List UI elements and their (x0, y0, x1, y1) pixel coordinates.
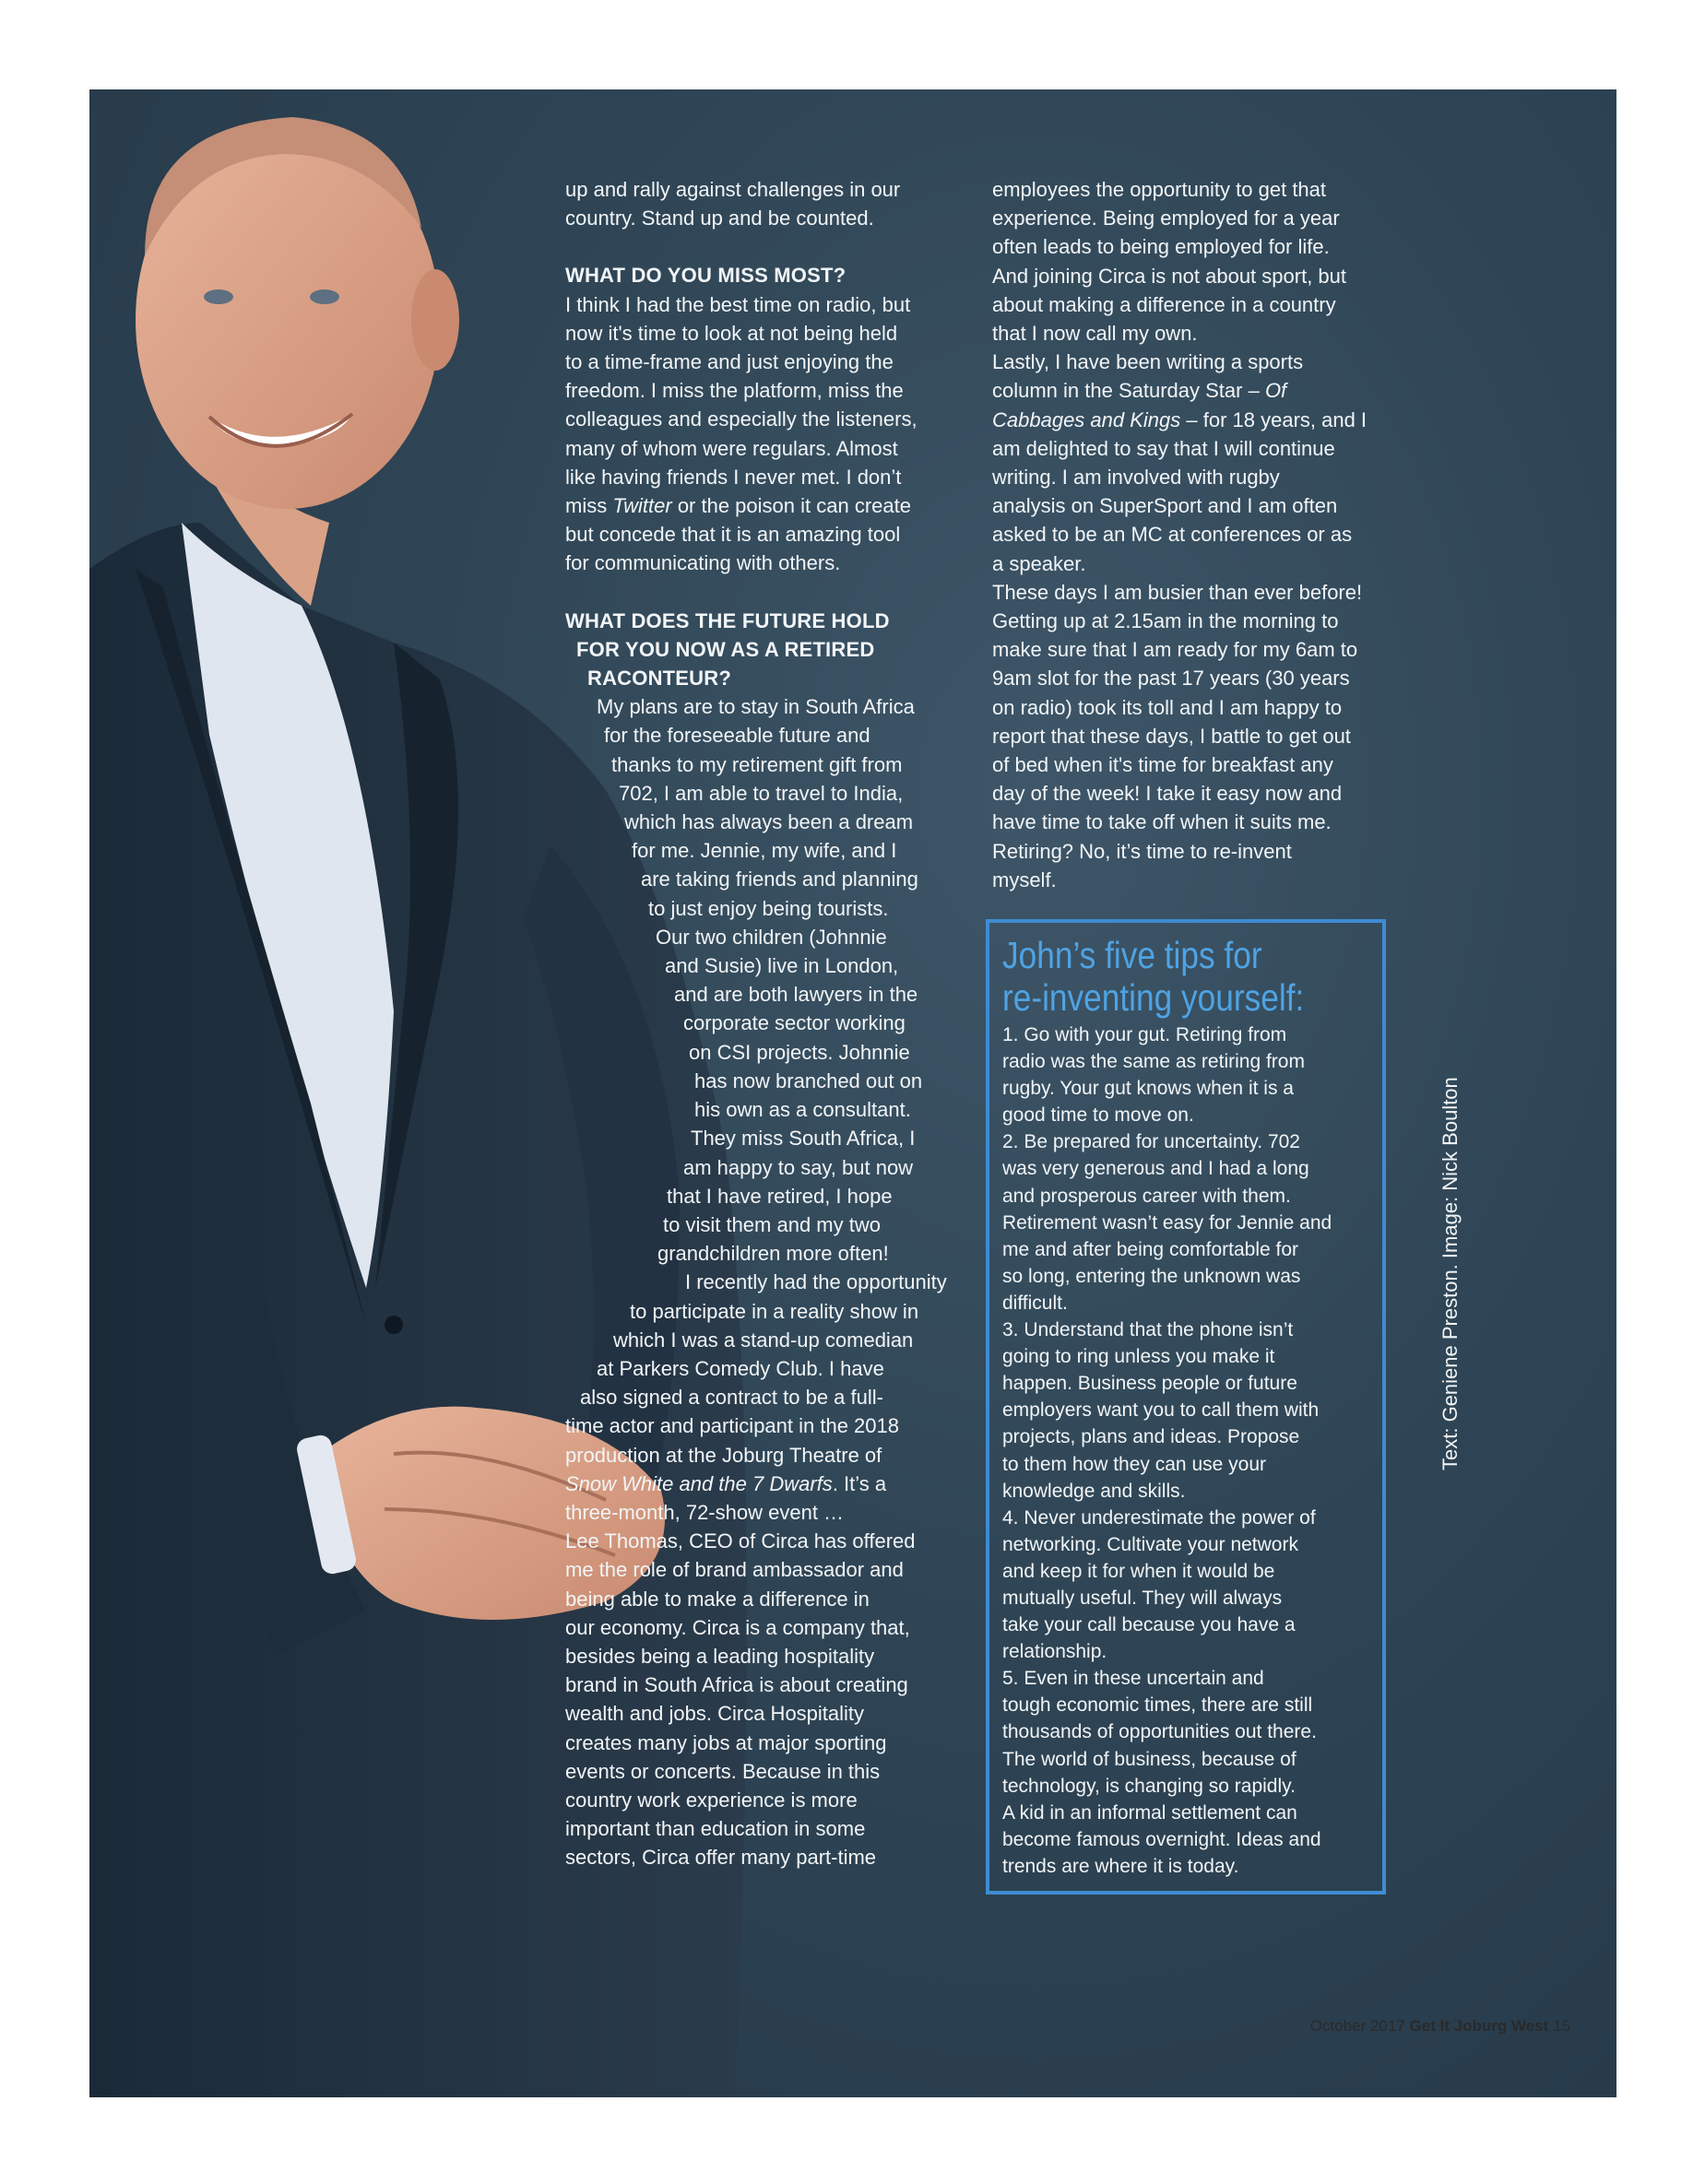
article-line: his own as a consultant. (694, 1098, 911, 1122)
article-line: analysis on SuperSport and I am often (992, 494, 1338, 518)
folio-page-number: 15 (1553, 2017, 1570, 2035)
article-line: also signed a contract to be a full- (580, 1386, 883, 1410)
tip-line: thousands of opportunities out there. (1002, 1721, 1317, 1743)
article-line: writing. I am involved with rugby (992, 466, 1280, 490)
tip-line: going to ring unless you make it (1002, 1346, 1275, 1368)
tip-line: take your call because you have a (1002, 1614, 1296, 1636)
article-line: which I was a stand-up comedian (613, 1328, 914, 1352)
tip-line: A kid in an informal settlement can (1002, 1801, 1297, 1824)
tip-line: networking. Cultivate your network (1002, 1533, 1298, 1555)
folio-date: October 2017 (1309, 2017, 1405, 2035)
article-line: to visit them and my two (663, 1212, 881, 1236)
article-line: and Susie) live in London, (665, 954, 899, 978)
article-line: time actor and participant in the 2018 (565, 1414, 900, 1438)
article-text: or the poison it can create (671, 494, 911, 518)
article-line: Getting up at 2.15am in the morning to (992, 609, 1339, 633)
article-line: now it's time to look at not being held (565, 321, 898, 345)
tip-line: 4. Never underestimate the power of (1002, 1506, 1316, 1529)
tips-title (1002, 934, 1304, 1019)
article-line: production at the Joburg Theatre of (565, 1443, 882, 1467)
tip-line: 5. Even in these uncertain and (1002, 1668, 1264, 1690)
article-line: asked to be an MC at conferences or as (992, 523, 1353, 547)
article-italic-text: Of (1264, 379, 1287, 403)
article-line: country. Stand up and be counted. (565, 207, 874, 230)
article-line (565, 491, 947, 520)
article-line: about making a difference in a country (992, 292, 1336, 316)
article-line: events or concerts. Because in this (565, 1759, 881, 1783)
article-line: Our two children (Johnnie (656, 925, 887, 949)
article-line: Retiring? No, it’s time to re-invent (992, 839, 1292, 863)
article-line: for me. Jennie, my wife, and I (632, 839, 897, 863)
article-line: corporate sector working (683, 1011, 906, 1035)
article-text: – for 18 years, and I (1180, 407, 1368, 431)
article-line: colleagues and especially the listeners, (565, 407, 918, 431)
article-line: sectors, Circa offer many part-time (565, 1846, 877, 1870)
article-heading-line: RACONTEUR? (587, 667, 731, 691)
article-line (992, 376, 1367, 405)
tip-line: become famous overnight. Ideas and (1002, 1828, 1321, 1850)
tip-line: tough economic times, there are still (1002, 1694, 1313, 1717)
tip-line: and prosperous career with them. (1002, 1185, 1291, 1207)
tip-line: employers want you to call them with (1002, 1399, 1320, 1422)
article-line: often leads to being employed for life. (992, 235, 1330, 259)
article-line: employees the opportunity to get that (992, 178, 1327, 201)
tip-line: Retirement wasn’t easy for Jennie and (1002, 1211, 1332, 1234)
article-line: to just enjoy being tourists. (648, 896, 889, 920)
tip-line: me and after being comfortable for (1002, 1238, 1299, 1260)
article-line: are taking friends and planning (641, 868, 918, 891)
tip-line: 1. Go with your gut. Retiring from (1002, 1024, 1287, 1045)
tips-list (1002, 1021, 1332, 1880)
article-line: Lee Thomas, CEO of Circa has offered (565, 1529, 916, 1553)
article-line: our economy. Circa is a company that, (565, 1615, 910, 1639)
article-line: country work experience is more (565, 1788, 858, 1812)
article-line: on radio) took its toll and I am happy to (992, 695, 1343, 719)
tip-line: knowledge and skills. (1002, 1480, 1186, 1502)
article-text: miss (565, 494, 613, 518)
article-line: and are both lawyers in the (674, 983, 918, 1007)
tip-line: The world of business, because of (1002, 1748, 1297, 1770)
tip-line: trends are where it is today. (1002, 1855, 1239, 1877)
article-line: My plans are to stay in South Africa (597, 695, 915, 719)
article-column-middle (565, 175, 947, 1872)
article-line: but concede that it is an amazing tool (565, 523, 901, 547)
tip-line: was very generous and I had a long (1002, 1158, 1309, 1180)
article-heading-line: FOR YOU NOW AS A RETIRED (576, 637, 875, 661)
article-line: important than education in some (565, 1817, 866, 1841)
article-line (992, 406, 1367, 434)
article-line: to participate in a reality show in (630, 1299, 919, 1323)
article-line: like having friends I never met. I don’t (565, 465, 902, 489)
article-line: And joining Circa is not about sport, but (992, 264, 1347, 288)
article-line: for communicating with others. (565, 551, 841, 575)
article-line: that I now call my own. (992, 322, 1198, 346)
article-line: up and rally against challenges in our (565, 178, 901, 201)
tip-line: 2. Be prepared for uncertainty. 702 (1002, 1131, 1300, 1153)
article-line: I think I had the best time on radio, but (565, 292, 911, 316)
article-line: wealth and jobs. Circa Hospitality (565, 1702, 865, 1726)
article-line: on CSI projects. Johnnie (689, 1040, 910, 1064)
article-line: three-month, 72-show event … (565, 1500, 845, 1524)
article-line: 9am slot for the past 17 years (30 years (992, 667, 1350, 691)
article-line: Lastly, I have been writing a sports (992, 350, 1304, 374)
article-line: brand in South Africa is about creating (565, 1673, 908, 1697)
tip-line: happen. Business people or future (1002, 1373, 1297, 1395)
tip-line: to them how they can use your (1002, 1453, 1266, 1475)
tip-line: so long, entering the unknown was (1002, 1265, 1301, 1287)
article-line: 702, I am able to travel to India, (619, 781, 904, 805)
page-folio (1310, 2017, 1570, 2036)
tip-line: relationship. (1002, 1641, 1107, 1663)
article-heading-line: WHAT DOES THE FUTURE HOLD (565, 608, 890, 632)
tip-line: technology, is changing so rapidly. (1002, 1775, 1296, 1797)
tip-line: difficult. (1002, 1292, 1068, 1314)
article-line: have time to take off when it suits me. (992, 810, 1332, 834)
paragraph-gap (565, 232, 947, 261)
article-line: for the foreseeable future and (604, 724, 870, 748)
tips-title-line: John’s five tips for (1002, 934, 1262, 976)
article-line: These days I am busier than ever before! (992, 580, 1363, 604)
article-line: report that these days, I battle to get out (992, 724, 1351, 748)
tip-line: rugby. Your gut knows when it is a (1002, 1078, 1294, 1100)
folio-publication: Get It Joburg West (1409, 2017, 1549, 2035)
article-line: am delighted to say that I will continue (992, 436, 1335, 460)
article-line: that I have retired, I hope (667, 1184, 893, 1208)
article-line: They miss South Africa, I (691, 1127, 916, 1151)
article-line: me the role of brand ambassador and (565, 1558, 904, 1582)
article-line (565, 1470, 947, 1498)
article-text: column in the Saturday Star – (992, 379, 1265, 403)
article-line: has now branched out on (694, 1068, 923, 1092)
article-line: day of the week! I take it easy now and (992, 782, 1343, 806)
tip-line: good time to move on. (1002, 1104, 1194, 1127)
article-line: to a time-frame and just enjoying the (565, 350, 894, 374)
article-italic-text: Snow White and the 7 Dwarfs (565, 1471, 833, 1495)
article-line: I recently had the opportunity (685, 1270, 947, 1294)
article-line: freedom. I miss the platform, miss the (565, 379, 904, 403)
article-line: besides being a leading hospitality (565, 1644, 875, 1668)
tip-line: and keep it for when it would be (1002, 1560, 1275, 1582)
article-line: experience. Being employed for a year (992, 207, 1340, 230)
article-line: myself. (992, 868, 1057, 891)
article-line: am happy to say, but now (683, 1155, 914, 1179)
article-italic-text: Twitter (612, 494, 672, 518)
article-line: many of whom were regulars. Almost (565, 436, 898, 460)
tip-line: mutually useful. They will always (1002, 1587, 1283, 1609)
article-line: thanks to my retirement gift from (611, 752, 903, 776)
article-line: grandchildren more often! (657, 1242, 889, 1266)
article-italic-text: Cabbages and Kings (992, 407, 1181, 431)
article-heading-line: WHAT DO YOU MISS MOST? (565, 264, 847, 288)
tips-title-line: re-inventing yourself: (1002, 976, 1305, 1019)
photo-credit: Text: Geniene Preston. Image: Nick Boulton (1439, 1077, 1462, 1470)
article-line: being able to make a difference in (565, 1587, 870, 1611)
tip-line: 3. Understand that the phone isn’t (1002, 1319, 1294, 1341)
article-line: of bed when it's time for breakfast any (992, 753, 1333, 777)
article-line: make sure that I am ready for my 6am to (992, 638, 1358, 662)
paragraph-gap (565, 578, 947, 607)
article-column-right (992, 175, 1367, 894)
tip-line: radio was the same as retiring from (1002, 1051, 1305, 1073)
article-line: a speaker. (992, 551, 1086, 575)
article-line: which has always been a dream (624, 810, 914, 834)
article-text: . It’s a (832, 1471, 887, 1495)
tip-line: projects, plans and ideas. Propose (1002, 1426, 1300, 1448)
article-line: creates many jobs at major sporting (565, 1730, 887, 1754)
article-line: at Parkers Comedy Club. I have (597, 1356, 884, 1380)
